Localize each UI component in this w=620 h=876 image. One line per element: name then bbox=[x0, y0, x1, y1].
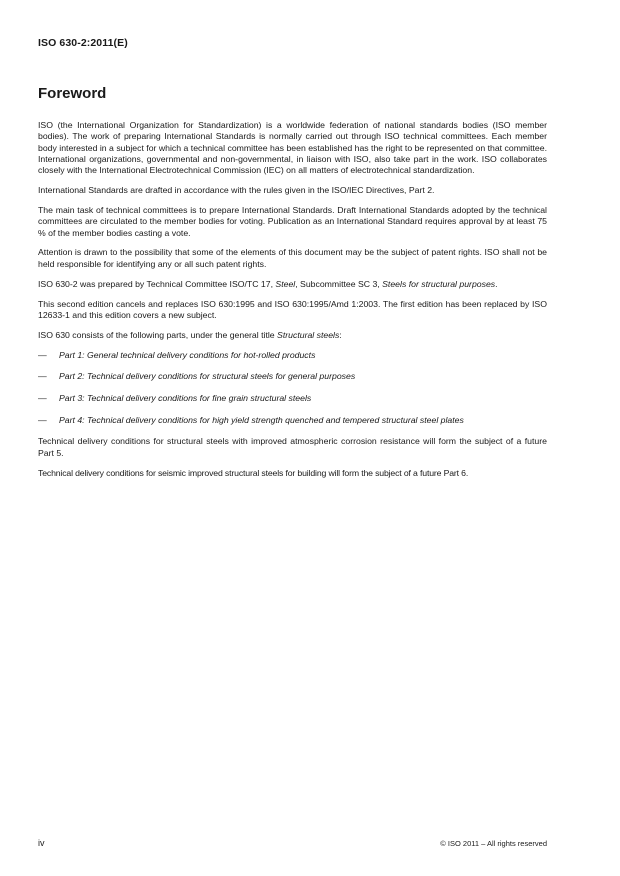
paragraph-directives: International Standards are drafted in accordance with the rules given in the ISO/IEC Directives, Part 2. bbox=[38, 185, 435, 196]
copyright-notice: © ISO 2011 – All rights reserved bbox=[440, 839, 547, 848]
paragraph-future-part6: Technical delivery conditions for seismic improved structural steels for building will form the subject of a future Part 6. bbox=[38, 467, 469, 478]
list-item: — Part 2: Technical delivery conditions for structural steels for general purposes bbox=[38, 371, 356, 382]
list-item: — Part 1: General technical delivery conditions for hot-rolled products bbox=[38, 349, 316, 360]
page-title: Foreword bbox=[38, 85, 107, 102]
paragraph-patent: Attention is drawn to the possibility that some of the elements of this document may be the subject of patent rights. ISO shall not be held responsible for identifying any or all such patent rights. bbox=[38, 247, 547, 269]
paragraph-main-task: The main task of technical committees is to prepare International Standards. Draft International Standards adopted by the technical committees are circulated to the member bodies for voting. Publication as an International Standard requires approval by at least 75 % of the member bodies casting a vote. bbox=[38, 204, 547, 238]
paragraph-iso-intro: ISO (the International Organization for Standardization) is a worldwide federation of national standards bodies (ISO member bodies). The work of preparing International Standards is normally carried out through ISO technical committees. Each member body interested in a subject for which a technical committee has been established has the right to be represented on that committee. International organizations, governmental and non-governmental, in liaison with ISO, also take part in the work. ISO collaborates closely with the International Electrotechnical Commission (IEC) on all matters of electrotechnical standardization. bbox=[38, 120, 547, 176]
document-id: ISO 630-2:2011(E) bbox=[38, 37, 128, 49]
foreword-body bbox=[38, 120, 547, 487]
paragraph-parts-intro: ISO 630 consists of the following parts, under the general title Structural steels: bbox=[38, 329, 342, 340]
list-item: — Part 4: Technical delivery conditions for high yield strength quenched and tempered structural steel plates bbox=[38, 414, 464, 425]
page-number: iv bbox=[38, 838, 45, 848]
paragraph-edition: This second edition cancels and replaces ISO 630:1995 and ISO 630:1995/Amd 1:2003. The first edition has been replaced by ISO 12633-1 and this edition covers a new subject. bbox=[38, 298, 547, 320]
paragraph-future-part5: Technical delivery conditions for structural steels with improved atmospheric corrosion resistance will form the subject of a future Part 5. bbox=[38, 436, 547, 458]
list-item: — Part 3: Technical delivery conditions for fine grain structural steels bbox=[38, 392, 312, 403]
paragraph-prepared-by: ISO 630-2 was prepared by Technical Committee ISO/TC 17, Steel, Subcommittee SC 3, Steels for structural purposes. bbox=[38, 278, 498, 289]
